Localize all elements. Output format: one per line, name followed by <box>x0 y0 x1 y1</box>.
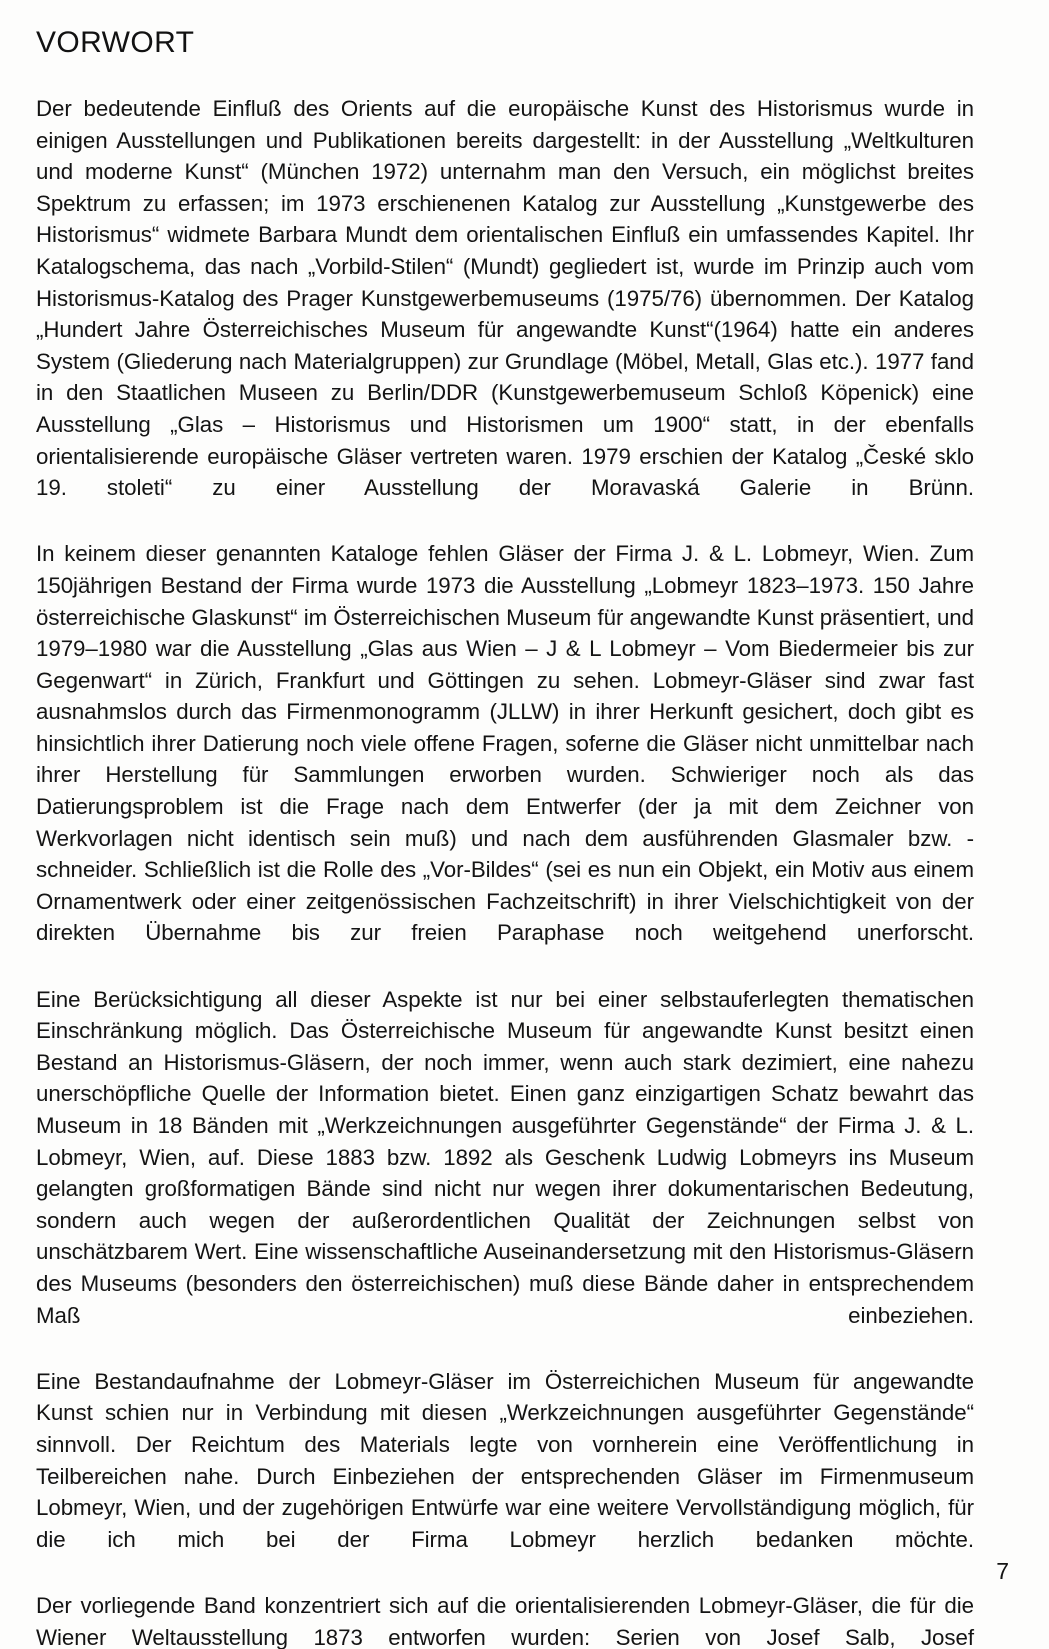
paragraph-3: Eine Berücksichtigung all dieser Aspekte ist nur bei einer selbstauferlegten thematischen Einschränkung möglich. Das Österreichische Museum für angewandte Kunst besitzt einen Bestand an Historismus-Gläsern, der noch immer, wenn auch stark dezimiert, eine nahezu unerschöpfliche Quelle der Information bietet. Einen ganz einzigartigen Schatz bewahrt das Museum in 18 Bänden mit „Werkzeichnungen ausgeführter Gegenstände“ der Firma J. & L. Lobmeyr, Wien, auf. Diese 1883 bzw. 1892 als Geschenk Ludwig Lobmeyrs ins Museum gelangten großformatigen Bände sind nicht nur wegen ihrer dokumentarischen Bedeutung, sondern auch wegen der außerordentlichen Qualität der Zeichnungen selbst von unschätzbarem Wert. Eine wissenschaftliche Auseinandersetzung mit den Historismus-Gläsern des Museums (besonders den österreichischen) muß diese Bände daher in entsprechendem Maß einbeziehen. <box>36 986 974 1328</box>
page-content <box>36 26 974 1649</box>
paragraph-2: In keinem dieser genannten Kataloge fehlen Gläser der Firma J. & L. Lobmeyr, Wien. Zum 150jährigen Bestand der Firma wurde 1973 die Ausstellung „Lobmeyr 1823–1973. 150 Jahre österreichische Glaskunst“ im Österreichischen Museum für angewandte Kunst präsentiert, und 1979–1980 war die Ausstellung „Glas aus Wien – J & L Lobmeyr – Vom Biedermeier bis zur Gegenwart“ in Zürich, Frankfurt und Göttingen zu sehen. Lobmeyr-Gläser sind zwar fast ausnahmslos durch das Firmenmonogramm (JLLW) in ihrer Herkunft gesichert, doch gibt es hinsichtlich ihrer Datierung noch viele offene Fragen, soferne die Gläser nicht unmittelbar nach ihrer Herstellung für Sammlungen erworben wurden. Schwieriger noch als das Datierungsproblem ist die Frage nach dem Entwerfer (der ja mit dem Zeichner von Werkvorlagen nicht identisch sein muß) und nach dem ausführenden Glasmaler bzw. -schneider. Schließlich ist die Rolle des „Vor-Bildes“ (sei es nun ein Objekt, ein Motiv aus einem Ornamentwerk oder einer zeitgenössischen Fachzeitschrift) in ihrer Vielschichtigkeit von der direkten Übernahme bis zur freien Paraphase noch weitgehend unerforscht. <box>36 541 974 946</box>
body-text <box>36 93 974 1649</box>
paragraph-4: Eine Bestandaufnahme der Lobmeyr-Gläser im Österreichichen Museum für angewandte Kunst schien nur in Verbindung mit diesen „Werkzeichnungen ausgeführter Gegenstände“ sinnvoll. Der Reichtum des Materials legte von vornherein eine Veröffentlichung in Teilbereichen nahe. Durch Einbeziehen der entsprechenden Gläser im Firmenmuseum Lobmeyr, Wien, und der zugehörigen Entwürfe war eine weitere Vervollständigung möglich, für die ich mich bei der Firma Lobmeyr herzlich bedanken möchte. <box>36 1368 974 1552</box>
paragraph-5: Der vorliegende Band konzentriert sich auf die orientalisierenden Lobmeyr-Gläser, die für die Wiener Weltausstellung 1873 entworfen wurden: Serien von Josef Salb, Josef <box>36 1592 974 1649</box>
paragraph-1: Der bedeutende Einfluß des Orients auf die europäische Kunst des Historismus wurde in einigen Ausstellungen und Publikationen bereits dargestellt: in der Ausstellung „Weltkulturen und moderne Kunst“ (München 1972) unternahm man den Versuch, ein möglichst breites Spektrum zu erfassen; im 1973 erschienenen Katalog zur Ausstellung „Kunstgewerbe des Historismus“ widmete Barbara Mundt dem orientalischen Einfluß ein umfassendes Kapitel. Ihr Katalogschema, das nach „Vorbild-Stilen“ (Mundt) gegliedert ist, wurde im Prinzip auch vom Historismus-Katalog des Prager Kunstgewerbemuseums (1975/76) übernommen. Der Katalog „Hundert Jahre Österreichisches Museum für angewandte Kunst“(1964) hatte ein anderes System (Gliederung nach Materialgruppen) zur Grundlage (Möbel, Metall, Glas etc.). 1977 fand in den Staatlichen Museen zu Berlin/DDR (Kunstgewerbemuseum Schloß Köpenick) eine Ausstellung „Glas – Historismus und Historismen um 1900“ statt, in der ebenfalls orientalisierende europäische Gläser vertreten waren. 1979 erschien der Katalog „České sklo 19. stoleti“ zu einer Ausstellung der Moravaská Galerie in Brünn. <box>36 96 974 501</box>
page-number: 7 <box>996 1558 1009 1584</box>
page-title: VORWORT <box>36 26 195 59</box>
